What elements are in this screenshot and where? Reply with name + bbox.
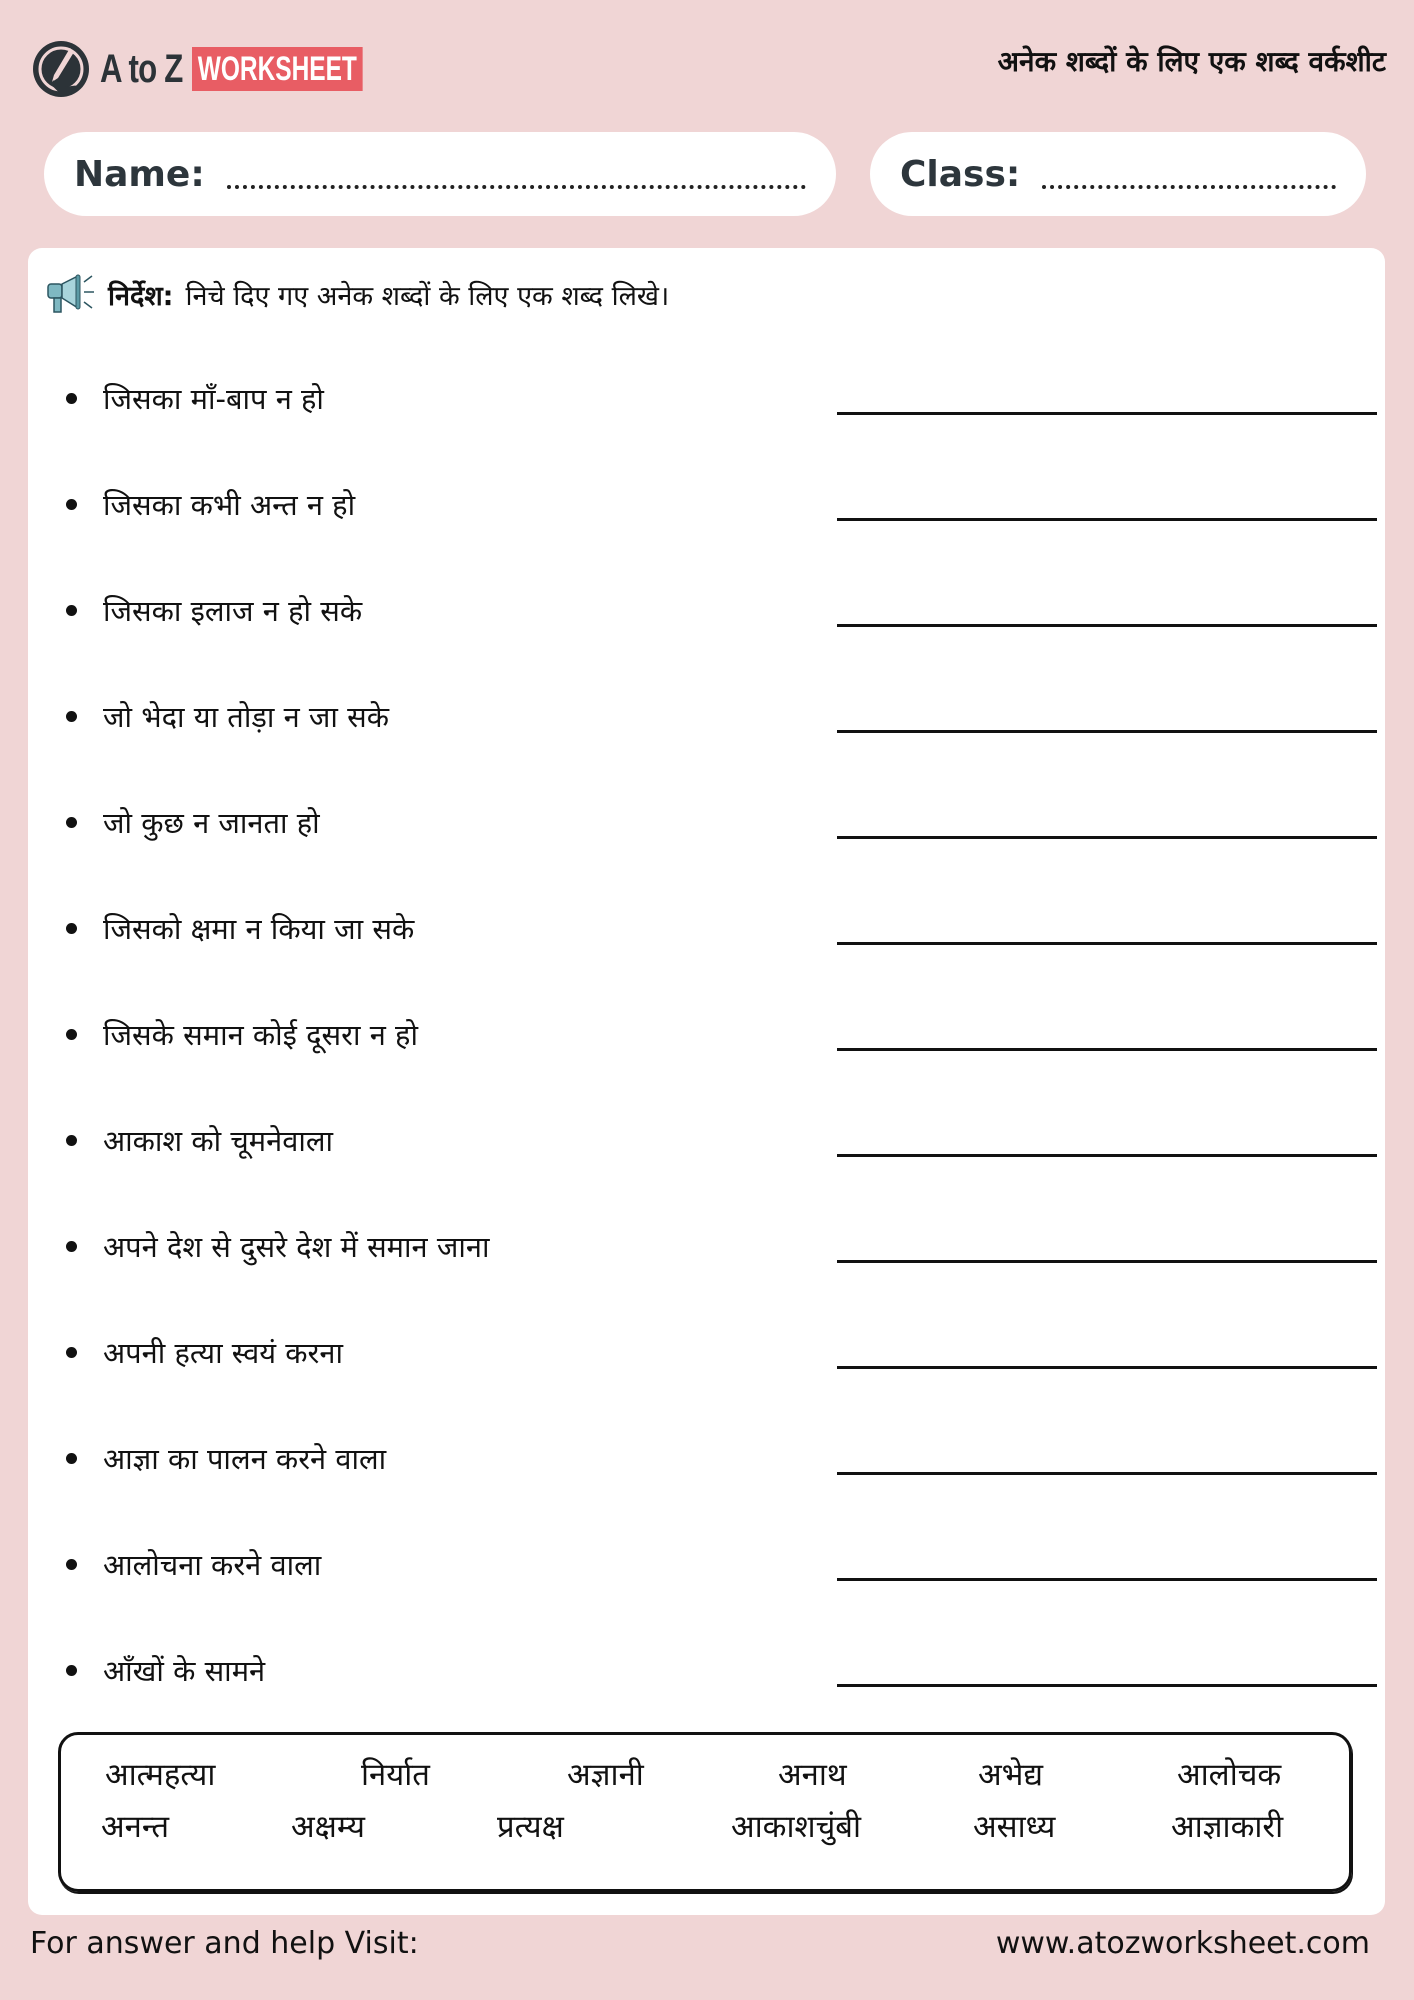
answer-line[interactable] <box>837 730 1377 733</box>
class-label: Class: <box>900 153 1021 195</box>
question-text: आँखों के सामने <box>103 1653 266 1688</box>
word-bank-word: अनन्त <box>101 1809 170 1845</box>
question-item <box>66 1216 1345 1276</box>
word-bank-word: आलोचक <box>1177 1757 1282 1793</box>
footer-help-text: For answer and help Visit: <box>30 1926 419 1961</box>
bullet-icon <box>66 1241 77 1252</box>
footer-website-link[interactable]: www.atozworksheet.com <box>995 1926 1370 1961</box>
bullet-icon <box>66 393 77 404</box>
answer-line[interactable] <box>837 1154 1377 1157</box>
name-label: Name: <box>74 153 205 195</box>
question-text: आकाश को चूमनेवाला <box>103 1123 334 1158</box>
question-text: अपनी हत्या स्वयं करना <box>103 1335 343 1370</box>
answer-line[interactable] <box>837 836 1377 839</box>
name-dotted-line[interactable] <box>227 185 806 189</box>
bullet-icon <box>66 711 77 722</box>
instruction-text: निचे दिए गए अनेक शब्दों के लिए एक शब्द लिखे। <box>185 280 670 312</box>
question-text: आज्ञा का पालन करने वाला <box>103 1441 387 1476</box>
logo-text: A to Z <box>100 46 183 91</box>
class-field[interactable] <box>870 132 1366 216</box>
word-bank-word: अभेद्य <box>978 1757 1044 1793</box>
word-bank-word: प्रत्यक्ष <box>497 1809 564 1845</box>
answer-line[interactable] <box>837 1684 1377 1687</box>
footer <box>30 1926 1370 1961</box>
word-bank-word: आत्महत्या <box>105 1757 216 1793</box>
site-logo <box>30 38 429 100</box>
question-item <box>66 1534 1345 1594</box>
question-text: जिसको क्षमा न किया जा सके <box>103 911 415 946</box>
word-bank-word: अक्षम्य <box>291 1809 365 1845</box>
answer-line[interactable] <box>837 1048 1377 1051</box>
answer-line[interactable] <box>837 1472 1377 1475</box>
question-item <box>66 1428 1345 1488</box>
bullet-icon <box>66 1029 77 1040</box>
word-bank-word: आकाशचुंबी <box>731 1809 862 1845</box>
bullet-icon <box>66 817 77 828</box>
instruction-label: निर्देश: <box>108 280 174 312</box>
question-text: आलोचना करने वाला <box>103 1547 322 1582</box>
question-text: जिसके समान कोई दूसरा न हो <box>103 1017 418 1052</box>
word-bank-word: अनाथ <box>778 1757 847 1793</box>
question-text: अपने देश से दुसरे देश में समान जाना <box>103 1229 490 1264</box>
worksheet-card <box>28 248 1385 1915</box>
class-dotted-line[interactable] <box>1042 185 1336 189</box>
word-bank-word: असाध्य <box>973 1809 1056 1845</box>
question-text: जो भेदा या तोड़ा न जा सके <box>103 699 390 734</box>
instruction <box>46 272 669 316</box>
question-item <box>66 1322 1345 1382</box>
answer-line[interactable] <box>837 1260 1377 1263</box>
bullet-icon <box>66 923 77 934</box>
bullet-icon <box>66 1665 77 1676</box>
question-item <box>66 580 1345 640</box>
word-bank <box>58 1732 1352 1892</box>
word-bank-word: आज्ञाकारी <box>1171 1809 1284 1845</box>
question-item <box>66 474 1345 534</box>
bullet-icon <box>66 1135 77 1146</box>
question-item <box>66 1640 1345 1700</box>
question-item <box>66 898 1345 958</box>
megaphone-icon <box>46 272 96 316</box>
question-text: जो कुछ न जानता हो <box>103 805 320 840</box>
word-bank-word: निर्यात <box>361 1757 430 1793</box>
pen-nib-circle-icon <box>30 38 92 100</box>
answer-line[interactable] <box>837 942 1377 945</box>
answer-line[interactable] <box>837 1578 1377 1581</box>
question-text: जिसका माँ-बाप न हो <box>103 381 324 416</box>
answer-line[interactable] <box>837 412 1377 415</box>
bullet-icon <box>66 499 77 510</box>
worksheet-title: अनेक शब्दों के लिए एक शब्द वर्कशीट <box>997 45 1386 78</box>
question-item <box>66 686 1345 746</box>
question-item <box>66 792 1345 852</box>
bullet-icon <box>66 1347 77 1358</box>
answer-line[interactable] <box>837 518 1377 521</box>
question-text: जिसका कभी अन्त न हो <box>103 487 356 522</box>
answer-line[interactable] <box>837 1366 1377 1369</box>
question-text: जिसका इलाज न हो सके <box>103 593 363 628</box>
bullet-icon <box>66 1453 77 1464</box>
bullet-icon <box>66 1559 77 1570</box>
answer-line[interactable] <box>837 624 1377 627</box>
question-item <box>66 368 1345 428</box>
name-field[interactable] <box>44 132 836 216</box>
question-item <box>66 1004 1345 1064</box>
word-bank-word: अज्ञानी <box>567 1757 644 1793</box>
bullet-icon <box>66 605 77 616</box>
question-item <box>66 1110 1345 1170</box>
logo-badge: WORKSHEET <box>192 47 363 91</box>
